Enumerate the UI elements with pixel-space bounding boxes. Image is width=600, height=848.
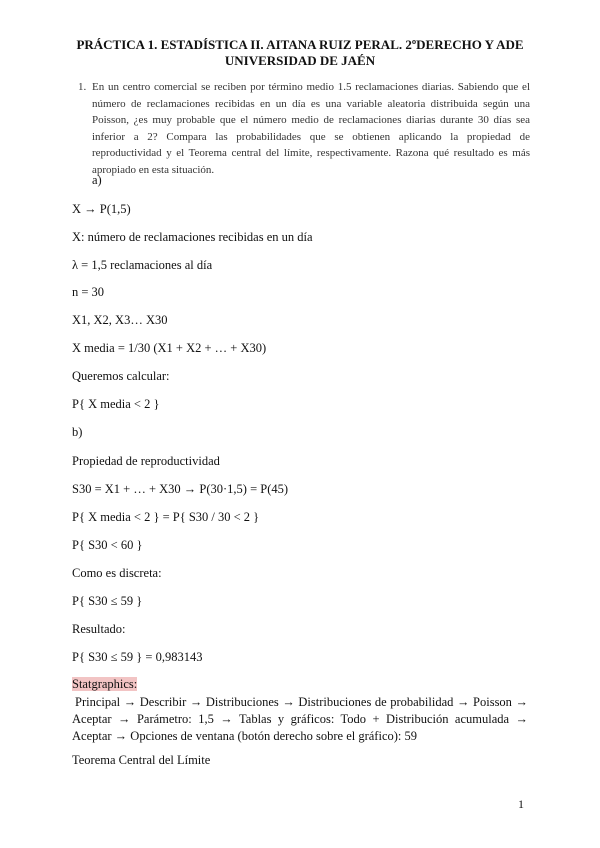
- text-line: S30 = X1 + … + X30 → P(30·1,5) = P(45): [72, 482, 289, 496]
- statgraphics-instructions: Principal → Describir → Distribuciones → Distribuciones de probabilidad → Poisson → Aceptar → Parámetro: 1,5 → Tablas y gráficos: Todo + Distribución acumulada → Aceptar → Opciones de ventana (botón derecho sobre el gráfico): 59: [72, 695, 528, 743]
- text-line: P{ S30 ≤ 59 }: [72, 594, 143, 608]
- text-line: Teorema Central del Límite: [72, 753, 211, 767]
- problem-number: 1.: [78, 81, 87, 93]
- page-number: 1: [518, 797, 524, 811]
- text-line: P{ S30 ≤ 59 } = 0,983143: [72, 650, 203, 664]
- text-line: Resultado:: [72, 622, 126, 636]
- text-line: P{ X media < 2 } = P{ S30 / 30 < 2 }: [72, 510, 260, 524]
- title-line-2: UNIVERSIDAD DE JAÉN: [224, 53, 376, 68]
- document-title: [70, 37, 530, 69]
- text-line: P{ S30 < 60 }: [72, 538, 143, 552]
- problem-text: En un centro comercial se reciben por término medio 1.5 reclamaciones diarias. Sabiendo que el número de reclamaciones recibidas en un día es una variable aleatoria distribuida según una Poisson, ¿es muy probable que el número medio de reclamaciones diarias durante 30 días sea inferior a 2? Compara las probabilidades que se obtienen aplicando la propiedad de reproductividad y el Teorema central del límite, respectivamente. Razona qué resultado es más apropiado en esta situación.: [92, 81, 530, 176]
- section-b-label: b): [72, 425, 83, 439]
- text-line: X: número de reclamaciones recibidas en un día: [72, 230, 313, 244]
- title-line-1: PRÁCTICA 1. ESTADÍSTICA II. AITANA RUIZ PERAL. 2ºDERECHO Y ADE: [76, 37, 524, 52]
- problem-statement: [78, 79, 530, 178]
- section-a-label: a): [92, 173, 102, 187]
- text-line: P{ X media < 2 }: [72, 397, 160, 411]
- text-line: Propiedad de reproductividad: [72, 454, 220, 468]
- text-line: X media = 1/30 (X1 + X2 + … + X30): [72, 341, 267, 355]
- statgraphics-heading: [72, 677, 137, 692]
- highlighted-label: Statgraphics:: [72, 677, 138, 691]
- text-line: Como es discreta:: [72, 566, 162, 580]
- text-line: n = 30: [72, 285, 105, 299]
- text-line: λ = 1,5 reclamaciones al día: [72, 258, 213, 272]
- text-line: Queremos calcular:: [72, 369, 170, 383]
- text-line: X → P(1,5): [72, 202, 131, 216]
- text-line: X1, X2, X3… X30: [72, 313, 168, 327]
